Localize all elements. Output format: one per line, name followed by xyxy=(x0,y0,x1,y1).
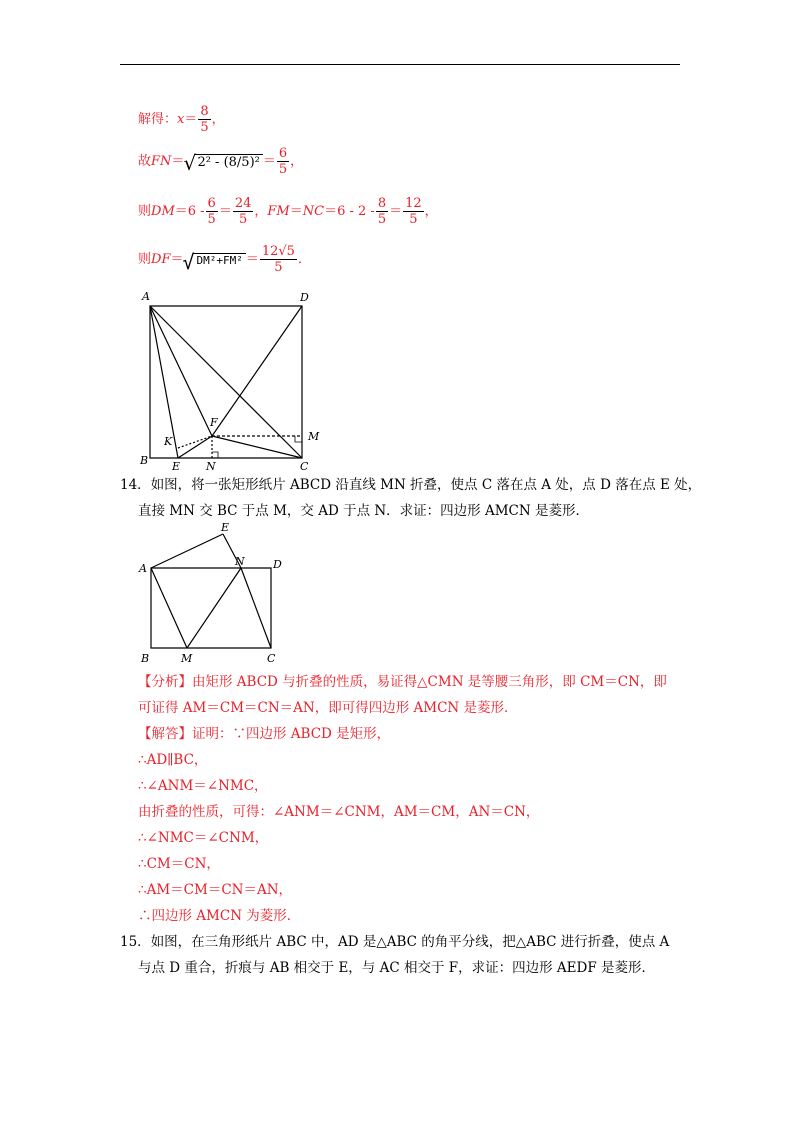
label-E: E xyxy=(172,460,181,472)
label-E2: E xyxy=(221,521,230,534)
label-N: N xyxy=(206,460,216,472)
geometry-figure-2 xyxy=(135,520,295,670)
label-M2: M xyxy=(181,652,193,665)
answer-line-4: 由折叠的性质，可得：∠ANM＝∠CNM，AM＝CM，AN＝CN， xyxy=(138,804,540,820)
question-15-line-1: 15．如图，在三角形纸片 ABC 中，AD 是△ABC 的角平分线，把△ABC 进行折叠，使点 A xyxy=(120,934,670,950)
header-rule xyxy=(120,64,680,65)
label-A: A xyxy=(142,290,150,303)
solution-line-1: 解得：x＝ $\frac{8}{5}$ ， xyxy=(138,104,225,135)
answer-line-7: ∴AM＝CM＝CN＝AN， xyxy=(138,882,293,898)
answer-line-6: ∴CM＝CN， xyxy=(138,856,220,872)
label-B: B xyxy=(140,454,149,467)
answer-line-3: ∴∠ANM＝∠NMC， xyxy=(138,778,268,794)
question-14-line-2: 直接 MN 交 BC 于点 M，交 AD 于点 N．求证：四边形 AMCN 是菱形． xyxy=(138,503,589,519)
solution-line-2: 故FN＝√ 2² - (8/5)² ＝ $\frac{6}{5}$ ， xyxy=(138,146,303,177)
label-N2: N xyxy=(235,555,245,568)
solution-line-3: 则DM＝6 - $\frac{6}{5}$ ＝ $\frac{24}{5}$ ，FM＝NC＝6 - 2 - $\frac{8}{5}$ ＝ $\frac{12}{5}$ ， xyxy=(138,196,438,227)
answer-line-8: ∴四边形 AMCN 为菱形． xyxy=(138,908,301,924)
question-14-line-1: 14．如图，将一张矩形纸片 ABCD 沿直线 MN 折叠，使点 C 落在点 A 处，点 D 落在点 E 处， xyxy=(120,477,702,493)
analysis-line-1: 【分析】由矩形 ABCD 与折叠的性质，易证得△CMN 是等腰三角形，即 CM＝CN，即 xyxy=(138,674,667,690)
label-K: K xyxy=(164,435,173,448)
answer-line-2: ∴AD∥BC， xyxy=(138,752,208,768)
label-D: D xyxy=(300,291,309,304)
solution-line-4: 则DF＝√ DM²+FM² ＝ $\frac{12√5}{5}$ ． xyxy=(138,244,311,275)
label-A2: A xyxy=(139,562,147,575)
label-F: F xyxy=(210,416,218,429)
answer-line-5: ∴∠NMC＝∠CNM， xyxy=(138,830,269,846)
label-C: C xyxy=(300,460,309,472)
geometry-figure-1 xyxy=(130,282,330,472)
label-C2: C xyxy=(267,652,276,665)
question-15-line-2: 与点 D 重合，折痕与 AB 相交于 E，与 AC 相交于 F，求证：四边形 AEDF 是菱形． xyxy=(138,960,656,976)
analysis-line-2: 可证得 AM＝CM＝CN＝AN，即可得四边形 AMCN 是菱形． xyxy=(138,700,518,716)
answer-line-1: 【解答】证明：∵四边形 ABCD 是矩形， xyxy=(138,726,391,742)
label-D2: D xyxy=(273,558,282,571)
label-M: M xyxy=(308,430,320,443)
label-B2: B xyxy=(141,652,150,665)
